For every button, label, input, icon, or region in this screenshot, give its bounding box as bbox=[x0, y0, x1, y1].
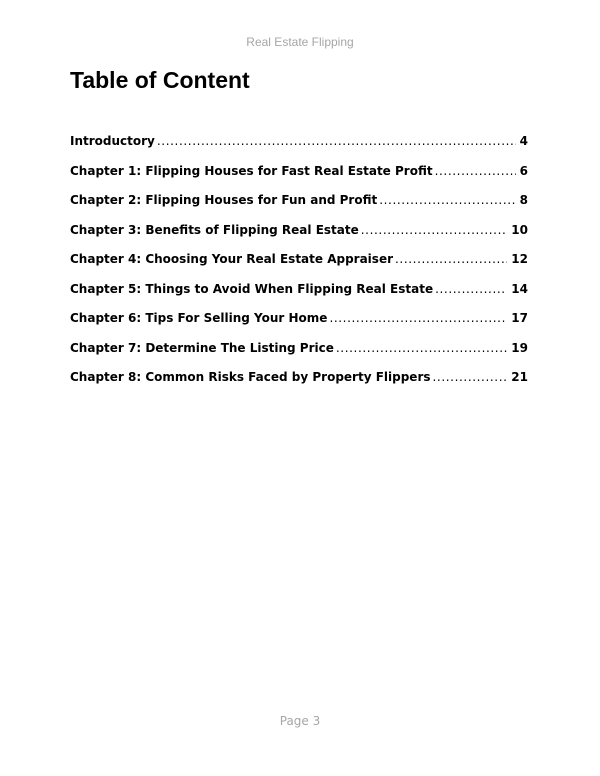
toc-entry-chapter-4[interactable] bbox=[70, 252, 528, 282]
toc-page-number[interactable]: 4 bbox=[519, 134, 528, 148]
toc-entry-chapter-8[interactable] bbox=[70, 370, 528, 400]
toc-page-number[interactable]: 19 bbox=[511, 340, 528, 355]
toc-page-number[interactable]: 6 bbox=[519, 163, 528, 178]
toc-entry-title[interactable]: Chapter 8: Common Risks Faced by Property Flippers bbox=[70, 370, 431, 384]
toc-dot-leader bbox=[435, 282, 507, 296]
toc-entry-chapter-7[interactable] bbox=[70, 341, 528, 371]
toc-dot-leader bbox=[329, 311, 507, 325]
toc-entry-chapter-5[interactable] bbox=[70, 282, 528, 312]
toc-entry-title[interactable]: Chapter 5: Things to Avoid When Flipping Real Estate bbox=[70, 281, 434, 296]
toc-entry-chapter-3[interactable] bbox=[70, 223, 528, 253]
toc-entry-title[interactable]: Chapter 6: Tips For Selling Your Home bbox=[70, 311, 328, 325]
page-number-footer: Page 3 bbox=[279, 714, 321, 728]
toc-entry-chapter-1[interactable] bbox=[70, 164, 528, 194]
toc-dot-leader bbox=[361, 223, 508, 237]
toc-dot-leader bbox=[433, 370, 508, 384]
toc-page-number[interactable]: 17 bbox=[511, 311, 528, 325]
toc-page-number[interactable]: 8 bbox=[519, 193, 528, 207]
toc-entry-chapter-2[interactable] bbox=[70, 193, 528, 223]
toc-entry-title[interactable]: Chapter 4: Choosing Your Real Estate Appraiser bbox=[70, 252, 393, 266]
toc-entry-title[interactable]: Chapter 7: Determine The Listing Price bbox=[70, 340, 334, 355]
toc-page-number[interactable]: 12 bbox=[511, 252, 528, 266]
table-of-contents bbox=[70, 134, 528, 400]
toc-entry-title[interactable]: Chapter 1: Flipping Houses for Fast Real Estate Profit bbox=[70, 163, 433, 178]
running-header: Real Estate Flipping bbox=[246, 35, 354, 49]
toc-entry-introductory[interactable] bbox=[70, 134, 528, 164]
toc-dot-leader bbox=[379, 193, 515, 207]
toc-page-number[interactable]: 10 bbox=[511, 222, 528, 237]
toc-entry-chapter-6[interactable] bbox=[70, 311, 528, 341]
toc-entry-title[interactable]: Chapter 3: Benefits of Flipping Real Estate bbox=[70, 222, 359, 237]
toc-dot-leader bbox=[336, 341, 507, 355]
toc-page-number[interactable]: 14 bbox=[511, 281, 528, 296]
page-title: Table of Content bbox=[70, 67, 250, 93]
toc-dot-leader bbox=[395, 252, 507, 266]
toc-dot-leader bbox=[435, 164, 516, 178]
toc-entry-title[interactable]: Chapter 2: Flipping Houses for Fun and Profit bbox=[70, 193, 378, 207]
toc-dot-leader bbox=[157, 134, 516, 148]
toc-page-number[interactable]: 21 bbox=[511, 370, 528, 384]
toc-entry-title[interactable]: Introductory bbox=[70, 134, 155, 148]
